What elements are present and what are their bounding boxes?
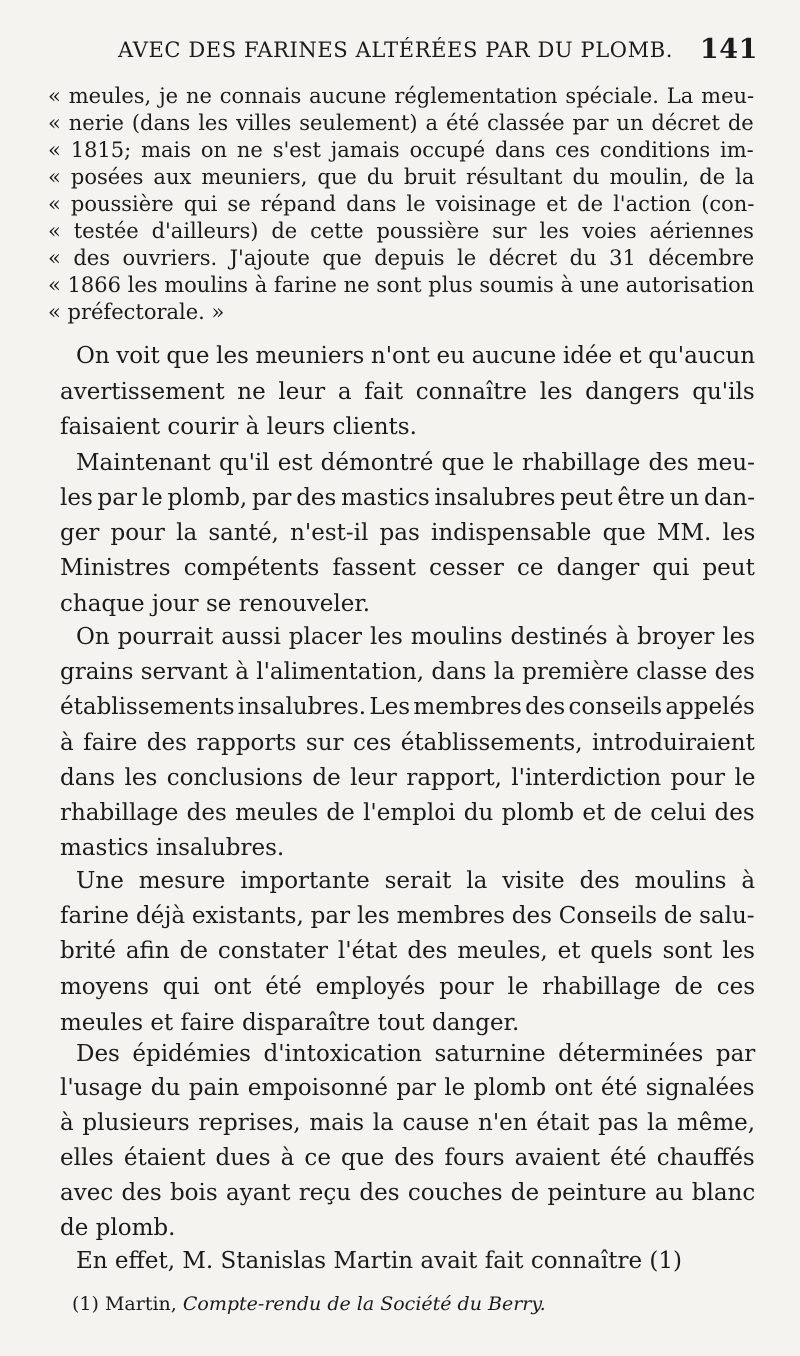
text-line: grains servant à l'alimentation, dans la première classe des	[60, 659, 755, 685]
text-line: On pourrait aussi placer les moulins destinés à broyer les	[76, 624, 756, 650]
text-line: En effet, M. Stanislas Martin avait fait connaître (1)	[76, 1248, 682, 1274]
text-line: « nerie (dans les villes seulement) a été classée par un décret de	[48, 111, 754, 135]
text-line: dans les conclusions de leur rapport, l'interdiction pour le	[60, 765, 756, 791]
text-line: Maintenant qu'il est démontré que le rhabillage des meu-	[76, 450, 755, 476]
text-line: brité afin de constater l'état des meules, et quels sont les	[60, 938, 755, 964]
text-line: On voit que les meuniers n'ont eu aucune idée et qu'aucun	[76, 343, 756, 369]
text-line: Des épidémies d'intoxication saturnine déterminées par	[76, 1041, 756, 1067]
text-line: rhabillage des meules de l'emploi du plomb et de celui des	[60, 800, 755, 826]
footnote-author: Martin,	[104, 1293, 177, 1315]
text-line: chaque jour se renouveler.	[60, 591, 371, 617]
footnote	[72, 1293, 546, 1315]
text-line: elles étaient dues à ce que des fours avaient été chauffés	[60, 1145, 755, 1171]
text-line: à plusieurs reprises, mais la cause n'en était pas la même,	[60, 1110, 756, 1136]
text-line: « poussière qui se répand dans le voisinage et de l'action (con-	[48, 192, 755, 216]
text-line: Une mesure importante serait la visite des moulins à	[76, 868, 756, 894]
text-line: meules et faire disparaître tout danger.	[60, 1010, 520, 1036]
text-line: « testée d'ailleurs) de cette poussière sur les voies aériennes	[48, 219, 754, 243]
text-line: farine déjà existants, par les membres des Conseils de salu-	[60, 903, 755, 929]
running-title: AVEC DES FARINES ALTÉRÉES PAR DU PLOMB.	[118, 38, 674, 62]
text-line: l'usage du pain empoisonné par le plomb ont été signalées	[60, 1075, 755, 1101]
text-line: « posées aux meuniers, que du bruit résultant du moulin, de la	[48, 165, 755, 189]
text-line: mastics insalubres.	[60, 835, 285, 861]
text-line: « meules, je ne connais aucune réglementation spéciale. La meu-	[48, 84, 755, 108]
text-line: de plomb.	[60, 1215, 176, 1241]
text-line: à faire des rapports sur ces établissements, introduiraient	[60, 730, 755, 756]
text-line: faisaient courir à leurs clients.	[60, 414, 417, 440]
text-line: « 1866 les moulins à farine ne sont plus soumis à une autorisation	[48, 273, 755, 297]
text-line: les par le plomb, par des mastics insalubres peut être un dan-	[60, 485, 756, 511]
page-number: 141	[699, 34, 758, 65]
text-line: « 1815; mais on ne s'est jamais occupé dans ces conditions im-	[48, 138, 754, 162]
text-line: « des ouvriers. J'ajoute que depuis le décret du 31 décembre	[48, 246, 755, 270]
page-header	[118, 34, 758, 74]
footnote-title: Compte-rendu de la Société du Berry.	[182, 1293, 546, 1315]
footnote-marker: (1)	[72, 1293, 99, 1315]
text-line: Ministres compétents fassent cesser ce danger qui peut	[60, 555, 755, 581]
text-line: ger pour la santé, n'est-il pas indispensable que MM. les	[60, 520, 756, 546]
text-line: « préfectorale. »	[48, 300, 225, 324]
text-line: avec des bois ayant reçu des couches de peinture au blanc	[60, 1180, 756, 1206]
text-line: établissements insalubres. Les membres des conseils appelés	[60, 694, 755, 720]
text-line: moyens qui ont été employés pour le rhabillage de ces	[60, 974, 756, 1000]
text-line: avertissement ne leur a fait connaître les dangers qu'ils	[60, 379, 755, 405]
